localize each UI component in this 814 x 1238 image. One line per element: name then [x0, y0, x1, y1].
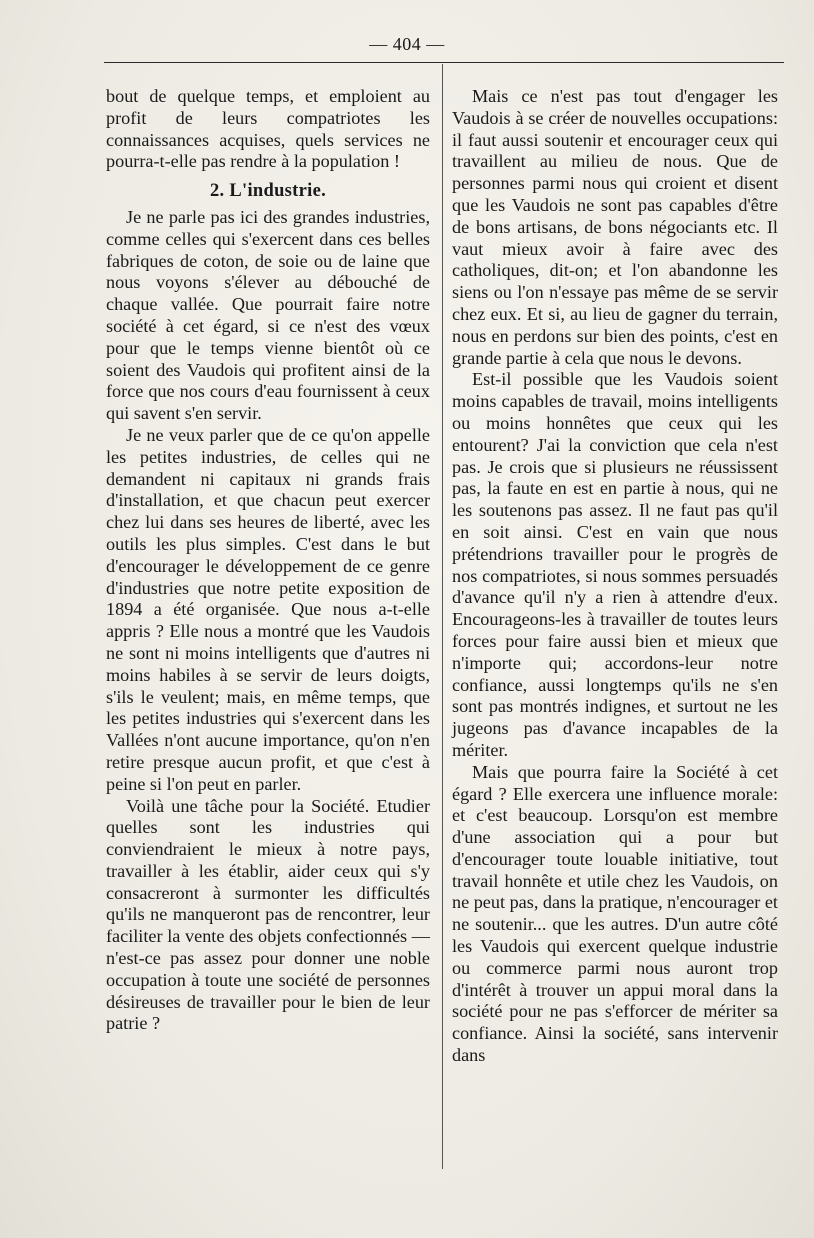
paragraph: Je ne parle pas ici des grandes industries, comme celles qui s'exercent dans ces belles fabriques de coton, de soie ou de laine que nous voyons s'élever au débouché de chaque vallée. Que pourrait faire notre société à cet égard, si ce n'est des vœux pour que le temps vienne bientôt où ce soient des Vaudois qui profitent ainsi de la force que nos cours d'eau fournissent à ceux qui savent s'en servir. [106, 206, 430, 424]
right-column [452, 86, 778, 1067]
paragraph: Voilà une tâche pour la Société. Etudier quelles sont les industries qui conviendraient le mieux à notre pays, travailler à les établir, aider ceux qui s'y consacreront à surmonter les difficultés qu'ils ne manqueront pas de rencontrer, leur faciliter la vente des objets confectionnés — n'est-ce pas assez pour donner une noble occupation à toute une société de personnes désireuses de travailler pour le bien de leur patrie ? [106, 795, 430, 1034]
paragraph: Je ne veux parler que de ce qu'on appelle les petites industries, de celles qui ne demandent ni capitaux ni grands frais d'installation, et que chacun peut exercer chez lui dans ses heures de liberté, avec les outils les plus simples. C'est dans le but d'encourager le développement de ce genre d'industries que notre petite exposition de 1894 a été organisée. Que nous a-t-elle appris ? Elle nous a montré que les Vaudois ne sont ni moins intelligents que d'autres ni moins habiles à se servir de leurs doigts, s'ils le veulent; mais, en même temps, que les petites industries qui s'exercent dans les Vallées n'ont aucune importance, qu'on n'en retire presque aucun profit, et que c'est à peine si l'on peut en parler. [106, 424, 430, 794]
paragraph: Est-il possible que les Vaudois soient moins capables de travail, moins intelligents ou moins honnêtes que ceux qui les entourent? J'ai la conviction que cela n'est pas. Je crois que si plusieurs ne réussissent pas, la faute en est en partie à nous, qui ne les soutenons pas assez. Il ne faut pas qu'il en soit ainsi. C'est en vain que nous prétendrions travailler pour le progrès de nos compatriotes, si nous sommes persuadés d'avance qu'il n'y a rien à attendre d'eux. Encourageons-les à travailler de toutes leurs forces pour faire aussi bien et mieux que n'importe qui; accordons-leur notre confiance, aussi longtemps qu'ils ne s'en sont pas montrés indignes, et surtout ne les jugeons pas d'avance incapables de la mériter. [452, 369, 778, 760]
header-rule [104, 62, 784, 63]
page-number: — 404 — [369, 34, 445, 54]
paragraph: bout de quelque temps, et emploient au profit de leurs compatriotes les connaissances acquises, quels services ne pourra-t-elle pas rendre à la population ! [106, 86, 430, 172]
column-divider [442, 64, 443, 1169]
paragraph: Mais que pourra faire la Société à cet égard ? Elle exercera une influence morale: et c'est beaucoup. Lorsqu'on est membre d'une association qui a pour but d'encourager toute louable initiative, tout travail honnête et utile chez les Vaudois, on ne peut pas, dans la pratique, n'encourager et ne soutenir... que les autres. D'un autre côté les Vaudois qui exercent quelque industrie ou commerce parmi nous auront trop d'intérêt à trouver un appui moral dans la société pour ne pas s'efforcer de mériter sa confiance. Ainsi la société, sans intervenir dans [452, 761, 778, 1066]
paragraph: Mais ce n'est pas tout d'engager les Vaudois à se créer de nouvelles occupations: il faut aussi soutenir et encourager ceux qui travaillent au milieu de nous. Que de personnes parmi nous qui croient et disent que les Vaudois ne sont pas capables d'être de bons artisans, de bons négociants etc. Il vaut mieux avoir à faire avec des catholiques, dit-on; et l'on abandonne les siens ou l'on n'essaye pas même de se servir chez eux. Et si, au lieu de gagner du terrain, nous en perdons sur bien des points, c'est en grande partie à cela que nous le devons. [452, 86, 778, 368]
section-heading: 2. L'industrie. [209, 181, 327, 202]
left-column [106, 86, 430, 1035]
